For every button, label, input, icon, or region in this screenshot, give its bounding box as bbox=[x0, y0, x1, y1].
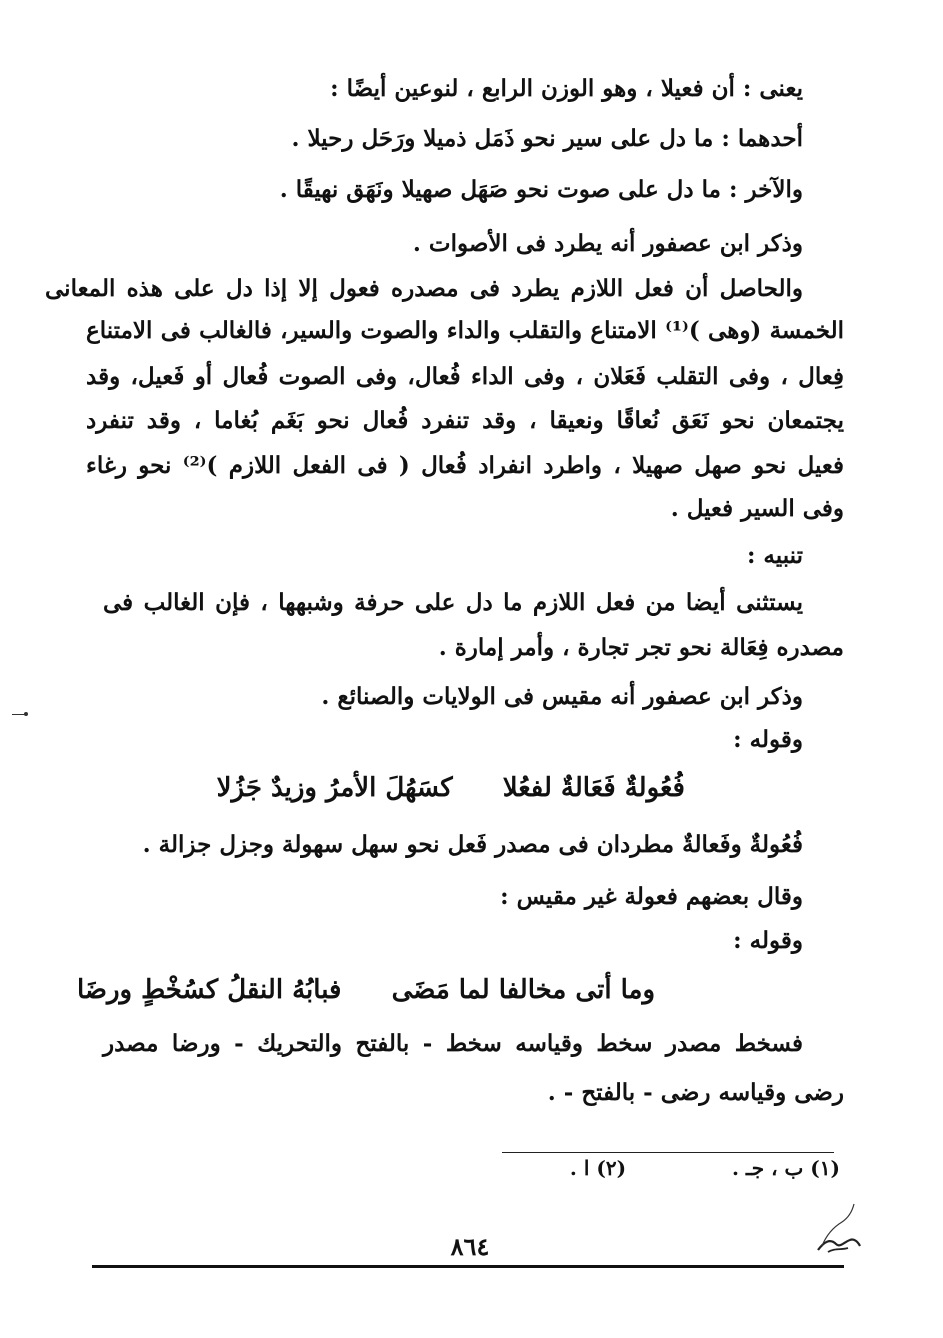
text-line-2: أحدهما : ما دل على سير نحو ذَمَل ذميلا ورَحَل رحيلا . bbox=[291, 125, 803, 152]
footnote-divider bbox=[502, 1152, 834, 1153]
text-line-13: مصدره فِعَالة نحو تجر تجارة ، وأمر إمارة . bbox=[438, 634, 844, 661]
text-line-5: والحاصل أن فعل اللازم يطرد فى مصدره فعول إلا إذا دل على هذه المعانى bbox=[45, 275, 803, 302]
margin-dot bbox=[24, 712, 28, 716]
text-line-6: الخمسة (وهى )⁽¹⁾ الامتناع والتقلب والداء والصوت والسير، فالغالب فى الامتناع bbox=[86, 317, 844, 344]
verse-1 bbox=[217, 770, 685, 806]
text-line-10: وفى السير فعيل . bbox=[670, 495, 844, 522]
verse-1-right-hemistich: فُعُولةٌ فَعَالةٌ لفعُلا bbox=[502, 773, 685, 803]
verse-1-left-hemistich: كسَهُلَ الأمرُ وزيدٌ جَزُلا bbox=[216, 773, 453, 803]
verse-2-right-hemistich: وما أتى مخالفا لما مَضَى bbox=[391, 975, 655, 1005]
text-line-15: وقوله : bbox=[733, 726, 803, 753]
text-line-12: يستثنى أيضا من فعل اللازم ما دل على حرفة وشبهها ، فإن الغالب فى bbox=[103, 589, 803, 616]
text-line-16: فُعُولةٌ وفَعالةٌ مطردان فى مصدر فَعل نحو سهل سهولة وجزل جزالة . bbox=[142, 831, 803, 858]
footnotes bbox=[520, 1154, 840, 1182]
text-line-9: فعيل نحو صهل صهيلا ، واطرد انفراد فُعال ( فى الفعل اللازم )⁽²⁾ نحو رغاء bbox=[86, 452, 845, 479]
text-line-19: فسخط مصدر سخط وقياسه سخط - بالفتح والتحريك - ورضا مصدر bbox=[103, 1030, 803, 1057]
signature-mark bbox=[812, 1198, 864, 1262]
footnote-2: (٢) ا . bbox=[569, 1156, 627, 1180]
text-line-18: وقوله : bbox=[733, 927, 803, 954]
text-line-4: وذكر ابن عصفور أنه يطرد فى الأصوات . bbox=[412, 230, 803, 257]
text-line-14: وذكر ابن عصفور أنه مقيس فى الولايات والصنائع . bbox=[321, 683, 803, 710]
text-line-7: فِعال ، وفى التقلب فَعَلان ، وفى الداء فُعال، وفى الصوت فُعال أو فَعيل، وقد bbox=[86, 363, 844, 390]
footnote-1: (١) ب ، جـ . bbox=[731, 1156, 840, 1180]
text-line-20: رضى وقياسه رضى - بالفتح - . bbox=[547, 1079, 844, 1106]
section-heading: تنبيه : bbox=[746, 542, 803, 569]
bottom-rule bbox=[92, 1265, 844, 1268]
verse-2-left-hemistich: فبابُهُ النقلُ كسُخْطٍ ورضَا bbox=[76, 975, 342, 1005]
verse-2 bbox=[77, 972, 655, 1008]
text-line-3: والآخر : ما دل على صوت نحو صَهَل صهيلا ونَهَق نهيقًا . bbox=[279, 176, 803, 203]
text-line-17: وقال بعضهم فعولة غير مقيس : bbox=[500, 883, 803, 910]
text-line-1: يعنى : أن فعيلا ، وهو الوزن الرابع ، لنوعين أيضًا : bbox=[330, 75, 803, 102]
page-number: ٨٦٤ bbox=[450, 1232, 490, 1261]
text-line-8: يجتمعان نحو نَعَق نُعاقًا ونعيقا ، وقد تنفرد فُعال نحو بَغَم بُغاما ، وقد تنفرد bbox=[86, 407, 844, 434]
